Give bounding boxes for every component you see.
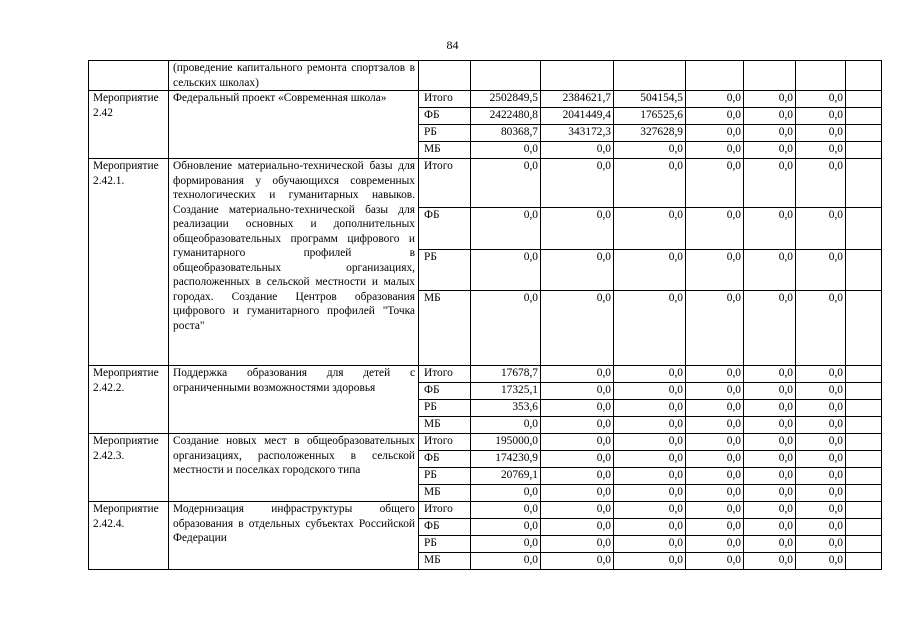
value-cell <box>614 61 686 91</box>
value-cell: 0,0 <box>541 159 614 208</box>
value-cell: 0,0 <box>614 142 686 159</box>
value-cell: 0,0 <box>744 502 796 519</box>
value-cell: 0,0 <box>686 400 744 417</box>
value-cell: 0,0 <box>541 485 614 502</box>
value-cell: 0,0 <box>471 502 541 519</box>
value-cell: 0,0 <box>614 468 686 485</box>
value-cell: 0,0 <box>796 485 846 502</box>
value-cell <box>846 108 882 125</box>
value-cell: 176525,6 <box>614 108 686 125</box>
value-cell: 0,0 <box>796 434 846 451</box>
value-cell: 0,0 <box>686 417 744 434</box>
value-cell: 0,0 <box>796 519 846 536</box>
value-cell: 0,0 <box>471 142 541 159</box>
value-cell: 0,0 <box>541 502 614 519</box>
value-cell: 0,0 <box>744 383 796 400</box>
value-cell: 0,0 <box>796 250 846 291</box>
funding-source: РБ <box>419 468 471 485</box>
value-cell <box>846 519 882 536</box>
value-cell: 0,0 <box>796 142 846 159</box>
activity-code: Мероприятие 2.42 <box>89 91 169 159</box>
value-cell: 20769,1 <box>471 468 541 485</box>
value-cell <box>846 417 882 434</box>
value-cell: 0,0 <box>541 400 614 417</box>
value-cell: 0,0 <box>614 366 686 383</box>
value-cell <box>744 61 796 91</box>
value-cell: 353,6 <box>471 400 541 417</box>
value-cell: 0,0 <box>796 108 846 125</box>
value-cell <box>846 250 882 291</box>
value-cell: 0,0 <box>541 250 614 291</box>
table-row <box>89 502 882 519</box>
value-cell <box>846 434 882 451</box>
value-cell: 0,0 <box>686 208 744 250</box>
activity-description: (проведение капитального ремонта спортзалов в сельских школах) <box>169 61 419 91</box>
value-cell <box>846 159 882 208</box>
activity-description: Поддержка образования для детей с ограниченными возможностями здоровья <box>169 366 419 434</box>
value-cell: 0,0 <box>541 208 614 250</box>
value-cell <box>846 142 882 159</box>
value-cell: 0,0 <box>614 519 686 536</box>
value-cell: 0,0 <box>744 417 796 434</box>
funding-source: МБ <box>419 142 471 159</box>
value-cell: 0,0 <box>541 417 614 434</box>
value-cell: 0,0 <box>541 142 614 159</box>
funding-source: МБ <box>419 417 471 434</box>
value-cell: 0,0 <box>796 291 846 366</box>
value-cell: 0,0 <box>744 291 796 366</box>
value-cell: 0,0 <box>541 468 614 485</box>
value-cell: 0,0 <box>471 519 541 536</box>
value-cell: 2384621,7 <box>541 91 614 108</box>
value-cell <box>846 451 882 468</box>
activity-code: Мероприятие 2.42.3. <box>89 434 169 502</box>
funding-source: ФБ <box>419 519 471 536</box>
value-cell: 0,0 <box>796 400 846 417</box>
value-cell: 0,0 <box>686 485 744 502</box>
activity-description: Обновление материально-технической базы для формирования у обучающихся современных технологических и гуманитарных навыков. Создание материально-технической базы для реализации основных и дополнительных общеобразовательных программ цифрового и гуманитарного профилей в общеобразовательных организациях, расположенных в сельской местности и малых городах. Создание Центров образования цифрового и гуманитарного профилей "Точка роста" <box>169 159 419 366</box>
funding-source: РБ <box>419 536 471 553</box>
value-cell: 0,0 <box>796 451 846 468</box>
funding-source: МБ <box>419 485 471 502</box>
value-cell <box>846 485 882 502</box>
value-cell: 0,0 <box>744 159 796 208</box>
value-cell: 0,0 <box>614 485 686 502</box>
funding-source: РБ <box>419 400 471 417</box>
value-cell <box>846 502 882 519</box>
table-row <box>89 159 882 208</box>
value-cell: 0,0 <box>614 536 686 553</box>
value-cell: 0,0 <box>686 519 744 536</box>
value-cell: 0,0 <box>686 502 744 519</box>
table-row <box>89 434 882 451</box>
value-cell: 0,0 <box>686 91 744 108</box>
funding-source: ФБ <box>419 451 471 468</box>
value-cell <box>846 553 882 570</box>
value-cell: 0,0 <box>744 108 796 125</box>
value-cell: 0,0 <box>614 502 686 519</box>
value-cell: 2422480,8 <box>471 108 541 125</box>
funding-source: Итого <box>419 366 471 383</box>
table-row <box>89 61 882 91</box>
value-cell: 0,0 <box>744 125 796 142</box>
value-cell: 0,0 <box>796 366 846 383</box>
value-cell: 0,0 <box>614 159 686 208</box>
activity-code <box>89 61 169 91</box>
value-cell <box>846 208 882 250</box>
value-cell: 0,0 <box>686 553 744 570</box>
value-cell: 0,0 <box>471 417 541 434</box>
value-cell: 0,0 <box>541 434 614 451</box>
funding-source: ФБ <box>419 383 471 400</box>
value-cell: 0,0 <box>471 208 541 250</box>
value-cell: 0,0 <box>541 451 614 468</box>
value-cell: 343172,3 <box>541 125 614 142</box>
value-cell: 0,0 <box>796 417 846 434</box>
value-cell: 0,0 <box>541 553 614 570</box>
value-cell: 0,0 <box>686 536 744 553</box>
value-cell: 0,0 <box>796 208 846 250</box>
value-cell: 0,0 <box>744 553 796 570</box>
funding-source: РБ <box>419 125 471 142</box>
value-cell: 0,0 <box>471 159 541 208</box>
value-cell: 0,0 <box>796 553 846 570</box>
value-cell: 0,0 <box>744 366 796 383</box>
value-cell <box>471 61 541 91</box>
value-cell <box>846 400 882 417</box>
activity-code: Мероприятие 2.42.2. <box>89 366 169 434</box>
value-cell: 0,0 <box>686 451 744 468</box>
value-cell: 0,0 <box>686 468 744 485</box>
value-cell: 0,0 <box>744 400 796 417</box>
value-cell: 0,0 <box>744 434 796 451</box>
value-cell: 0,0 <box>471 485 541 502</box>
value-cell: 0,0 <box>686 108 744 125</box>
value-cell: 0,0 <box>541 383 614 400</box>
value-cell: 2502849,5 <box>471 91 541 108</box>
value-cell <box>846 366 882 383</box>
value-cell: 80368,7 <box>471 125 541 142</box>
activity-description: Федеральный проект «Современная школа» <box>169 91 419 159</box>
value-cell <box>846 468 882 485</box>
value-cell <box>541 61 614 91</box>
funding-source: Итого <box>419 502 471 519</box>
funding-source <box>419 61 471 91</box>
value-cell: 0,0 <box>614 400 686 417</box>
funding-source: Итого <box>419 91 471 108</box>
value-cell: 0,0 <box>796 383 846 400</box>
value-cell: 0,0 <box>471 536 541 553</box>
value-cell: 0,0 <box>686 366 744 383</box>
table-row <box>89 366 882 383</box>
funding-source: ФБ <box>419 208 471 250</box>
value-cell: 0,0 <box>471 291 541 366</box>
value-cell: 0,0 <box>744 519 796 536</box>
value-cell <box>686 61 744 91</box>
value-cell: 0,0 <box>744 91 796 108</box>
value-cell: 174230,9 <box>471 451 541 468</box>
value-cell: 0,0 <box>541 291 614 366</box>
value-cell: 0,0 <box>744 208 796 250</box>
funding-source: Итого <box>419 434 471 451</box>
value-cell: 0,0 <box>471 250 541 291</box>
value-cell: 17678,7 <box>471 366 541 383</box>
value-cell: 0,0 <box>614 291 686 366</box>
table-row <box>89 91 882 108</box>
value-cell <box>846 125 882 142</box>
value-cell <box>846 536 882 553</box>
value-cell: 0,0 <box>614 250 686 291</box>
value-cell: 17325,1 <box>471 383 541 400</box>
value-cell: 0,0 <box>614 434 686 451</box>
value-cell: 0,0 <box>744 451 796 468</box>
value-cell: 0,0 <box>686 434 744 451</box>
value-cell: 0,0 <box>796 159 846 208</box>
value-cell: 0,0 <box>796 125 846 142</box>
budget-table <box>88 60 882 570</box>
value-cell <box>796 61 846 91</box>
value-cell: 0,0 <box>796 91 846 108</box>
value-cell <box>846 61 882 91</box>
activity-code: Мероприятие 2.42.4. <box>89 502 169 570</box>
value-cell: 0,0 <box>541 536 614 553</box>
value-cell: 0,0 <box>744 142 796 159</box>
value-cell: 0,0 <box>686 250 744 291</box>
value-cell: 0,0 <box>614 417 686 434</box>
activity-code: Мероприятие 2.42.1. <box>89 159 169 366</box>
value-cell: 0,0 <box>686 125 744 142</box>
funding-source: МБ <box>419 553 471 570</box>
value-cell: 195000,0 <box>471 434 541 451</box>
value-cell <box>846 291 882 366</box>
funding-source: РБ <box>419 250 471 291</box>
value-cell: 0,0 <box>744 468 796 485</box>
activity-description: Создание новых мест в общеобразовательных организациях, расположенных в сельской местности и поселках городского типа <box>169 434 419 502</box>
value-cell: 0,0 <box>686 159 744 208</box>
value-cell: 0,0 <box>796 502 846 519</box>
funding-source: МБ <box>419 291 471 366</box>
value-cell: 0,0 <box>744 536 796 553</box>
value-cell: 0,0 <box>614 553 686 570</box>
value-cell: 0,0 <box>796 536 846 553</box>
value-cell: 504154,5 <box>614 91 686 108</box>
value-cell: 0,0 <box>744 250 796 291</box>
value-cell <box>846 91 882 108</box>
value-cell: 0,0 <box>796 468 846 485</box>
value-cell: 2041449,4 <box>541 108 614 125</box>
value-cell: 0,0 <box>686 383 744 400</box>
value-cell: 0,0 <box>614 383 686 400</box>
activity-description: Модернизация инфраструктуры общего образования в отдельных субъектах Российской Федерации <box>169 502 419 570</box>
value-cell: 0,0 <box>744 485 796 502</box>
value-cell: 0,0 <box>686 291 744 366</box>
value-cell: 0,0 <box>614 451 686 468</box>
value-cell: 0,0 <box>471 553 541 570</box>
value-cell: 0,0 <box>541 366 614 383</box>
value-cell <box>846 383 882 400</box>
page-number: 84 <box>446 38 459 52</box>
value-cell: 0,0 <box>541 519 614 536</box>
funding-source: Итого <box>419 159 471 208</box>
funding-source: ФБ <box>419 108 471 125</box>
value-cell: 0,0 <box>614 208 686 250</box>
value-cell: 0,0 <box>686 142 744 159</box>
value-cell: 327628,9 <box>614 125 686 142</box>
